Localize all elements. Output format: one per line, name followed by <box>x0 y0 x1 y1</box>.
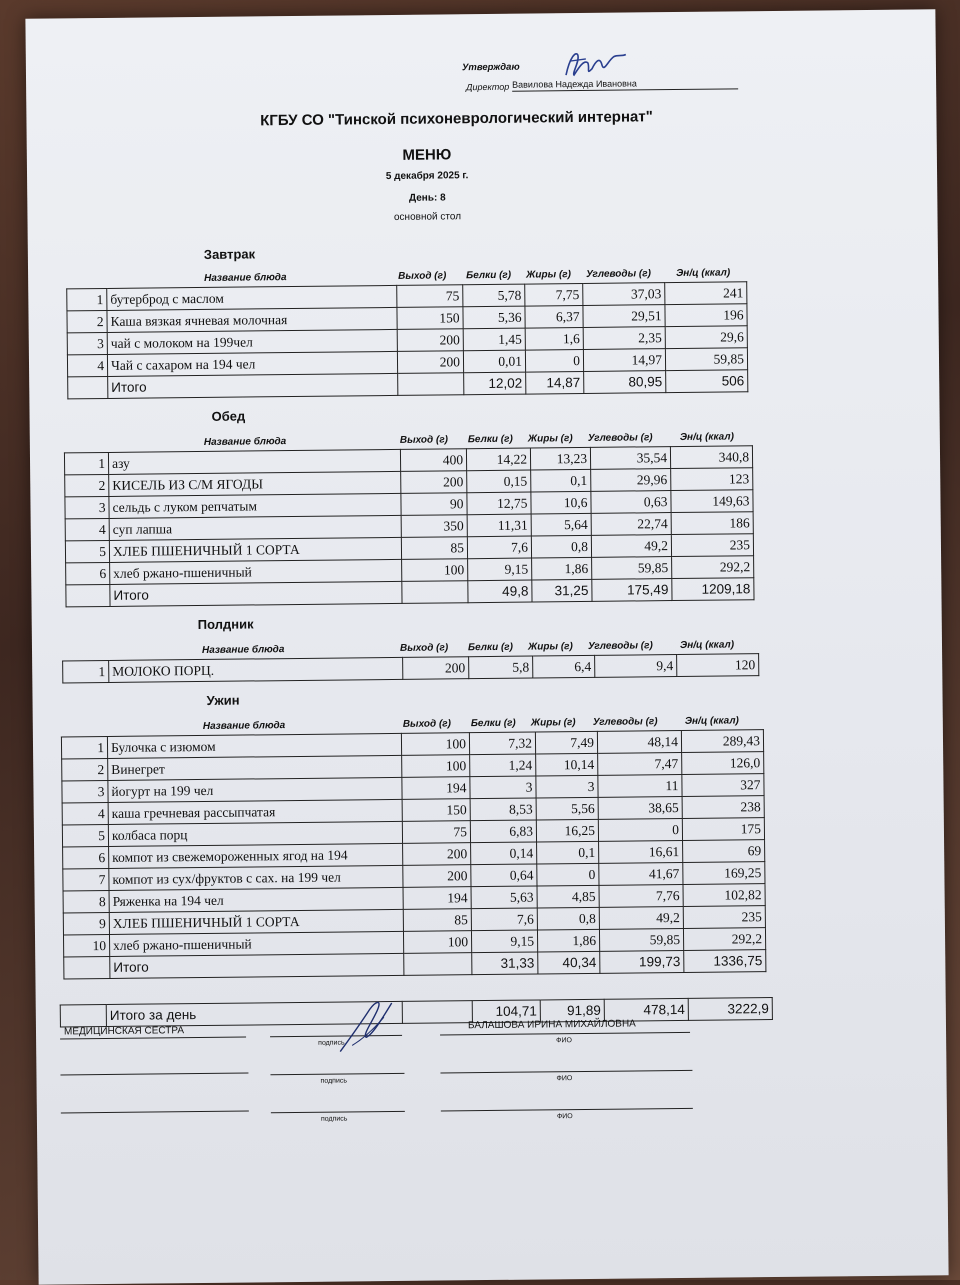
dish-proteins: 7,32 <box>469 732 535 755</box>
dish-energy: 196 <box>665 304 747 327</box>
dish-carbs: 7,76 <box>599 884 683 907</box>
dish-proteins: 0,01 <box>463 350 525 373</box>
row-number: 4 <box>67 354 107 376</box>
dish-fats: 0,8 <box>531 535 591 558</box>
dish-proteins: 5,78 <box>463 284 525 307</box>
total-proteins: 12,02 <box>464 372 526 395</box>
dish-energy: 340,8 <box>670 446 752 469</box>
col-header-name: Название блюда <box>204 272 287 284</box>
row-number: 8 <box>63 890 109 912</box>
dish-energy: 238 <box>682 796 764 819</box>
total-label: Итого <box>108 373 398 398</box>
total-fats: 40,34 <box>538 951 600 974</box>
dish-fats: 1,86 <box>532 557 592 580</box>
dish-energy: 292,2 <box>672 556 754 579</box>
dish-output: 400 <box>400 449 466 472</box>
dish-fats: 7,75 <box>525 283 583 306</box>
breakfast-title: Завтрак <box>203 246 256 262</box>
row-number: 1 <box>63 660 109 682</box>
dish-proteins: 1,45 <box>463 328 525 351</box>
dish-carbs: 49,2 <box>591 535 671 558</box>
approval-label: Утверждаю <box>461 61 520 74</box>
dish-fats: 0 <box>537 863 599 886</box>
dish-fats: 10,14 <box>536 753 598 776</box>
row-number: 7 <box>63 868 109 890</box>
dish-name: азу <box>108 449 400 474</box>
dish-name: КИСЕЛЬ ИЗ С/М ЯГОДЫ <box>109 471 401 496</box>
menu-document <box>25 9 948 1284</box>
dish-output: 85 <box>403 909 471 932</box>
dish-name: суп лапша <box>109 515 401 540</box>
dish-name: хлеб ржано-пшеничный <box>110 559 402 584</box>
breakfast-rows <box>67 282 748 399</box>
row-number: 4 <box>65 518 109 540</box>
dish-name: Винегрет <box>108 755 402 780</box>
col-header-output: Выход (г) <box>402 718 452 730</box>
dish-name: ХЛЕБ ПШЕНИЧНЫЙ 1 СОРТА <box>109 537 401 562</box>
table-type: основной стол <box>393 211 462 223</box>
day-total-row <box>60 998 772 1027</box>
dish-proteins: 12,75 <box>467 492 531 515</box>
dish-carbs: 7,47 <box>598 752 682 775</box>
dish-name: каша гречневая рассыпчатая <box>108 799 402 824</box>
row-number: 6 <box>66 562 110 584</box>
dish-fats: 5,64 <box>531 513 591 536</box>
dish-proteins: 1,24 <box>470 754 536 777</box>
dish-carbs: 29,51 <box>583 305 665 328</box>
dish-carbs: 22,74 <box>591 513 671 536</box>
day-total-blank <box>60 1005 106 1027</box>
nurse-signature-image <box>332 995 403 1060</box>
dish-carbs: 0,63 <box>591 491 671 514</box>
total-proteins: 31,33 <box>472 952 538 975</box>
dish-carbs: 59,85 <box>592 557 672 580</box>
dish-energy: 235 <box>683 906 765 929</box>
dish-output: 200 <box>403 843 471 866</box>
col-header-carbs: Углеводы (г) <box>587 432 653 444</box>
dish-name: МОЛОКО ПОРЦ. <box>109 657 403 682</box>
dish-output: 150 <box>402 799 470 822</box>
dish-output: 194 <box>403 887 471 910</box>
row-number: 4 <box>62 802 108 824</box>
row-number: 1 <box>61 736 107 758</box>
fio-caption-2: ФИО <box>556 1075 573 1083</box>
dish-fats: 7,49 <box>535 731 597 754</box>
dish-name: Ряженка на 194 чел <box>109 887 403 912</box>
dish-energy: 123 <box>671 468 753 491</box>
dish-fats: 6,4 <box>533 655 595 678</box>
dish-energy: 29,6 <box>665 326 747 349</box>
total-output <box>398 373 464 396</box>
dish-output: 75 <box>402 821 470 844</box>
dish-name: компот из свежемороженных ягод на 194 <box>109 843 403 868</box>
dish-carbs: 2,35 <box>583 327 665 350</box>
dish-name: Каша вязкая ячневая молочная <box>107 307 397 332</box>
lunch-rows <box>64 446 754 607</box>
fio-caption-1: ФИО <box>556 1037 572 1045</box>
dish-energy: 126,0 <box>682 752 764 775</box>
total-output <box>402 581 468 604</box>
menu-date: 5 декабря 2025 г. <box>385 170 469 183</box>
dish-fats: 4,85 <box>537 885 599 908</box>
breakfast-table <box>66 281 748 399</box>
dish-energy: 169,25 <box>683 862 765 885</box>
dish-carbs: 11 <box>598 774 682 797</box>
dish-energy: 292,2 <box>683 928 765 951</box>
col-header-proteins: Белки (г) <box>467 433 513 446</box>
dish-output: 100 <box>402 755 470 778</box>
dish-carbs: 35,54 <box>590 447 670 470</box>
dish-energy: 175 <box>682 818 764 841</box>
dish-name: Булочка с изюмом <box>107 733 401 758</box>
dish-carbs: 9,4 <box>595 655 677 678</box>
dish-output: 200 <box>403 865 471 888</box>
dish-fats: 1,86 <box>537 929 599 952</box>
lunch-table <box>64 445 755 607</box>
dish-fats: 13,23 <box>530 447 590 470</box>
col-header-output: Выход (г) <box>399 642 449 654</box>
total-energy: 1209,18 <box>672 578 754 601</box>
fio-caption-3: ФИО <box>556 1113 573 1121</box>
dish-name: ХЛЕБ ПШЕНИЧНЫЙ 1 СОРТА <box>109 909 403 934</box>
fio-line-2 <box>440 1070 692 1074</box>
dish-name: сельдь с луком репчатым <box>109 493 401 518</box>
fio-line-3 <box>441 1108 693 1112</box>
dish-output: 200 <box>401 471 467 494</box>
row-number: 3 <box>65 496 109 518</box>
row-number: 10 <box>63 934 109 956</box>
total-fats: 14,87 <box>526 371 584 394</box>
lunch-title: Обед <box>211 408 246 424</box>
snack-title: Полдник <box>197 616 254 633</box>
day-total-output <box>402 1001 472 1024</box>
dish-carbs: 41,67 <box>599 862 683 885</box>
dish-name: колбаса порц <box>108 821 402 846</box>
sign-caption-3: подпись <box>320 1115 348 1123</box>
dish-carbs: 38,65 <box>598 796 682 819</box>
dish-energy: 327 <box>682 774 764 797</box>
dish-proteins: 0,64 <box>471 864 537 887</box>
row-number: 6 <box>63 846 109 868</box>
day-total-energy: 3222,9 <box>688 998 772 1021</box>
dish-proteins: 9,15 <box>471 930 537 953</box>
dish-name: бутерброд с маслом <box>107 285 397 310</box>
dish-output: 90 <box>401 493 467 516</box>
dinner-table <box>61 729 767 979</box>
dish-output: 100 <box>401 733 469 756</box>
col-header-name: Название блюда <box>201 644 285 656</box>
dish-carbs: 0 <box>598 818 682 841</box>
col-header-proteins: Белки (г) <box>470 717 516 730</box>
day-total-table <box>60 997 773 1027</box>
dish-output: 75 <box>397 285 463 308</box>
col-header-energy: Эн/ц (ккал) <box>684 715 739 727</box>
col-header-energy: Эн/ц (ккал) <box>679 639 735 651</box>
dish-fats: 6,37 <box>525 305 583 328</box>
dish-output: 150 <box>397 307 463 330</box>
col-header-energy: Эн/ц (ккал) <box>676 267 731 279</box>
dish-proteins: 5,8 <box>469 656 533 679</box>
total-energy: 506 <box>666 370 748 393</box>
dish-fats: 10,6 <box>531 491 591 514</box>
total-carbs: 175,49 <box>592 579 672 602</box>
organization-title: КГБУ СО "Тинской психоневрологический интернат" <box>260 108 653 130</box>
dish-carbs: 37,03 <box>583 283 665 306</box>
total-energy: 1336,75 <box>684 950 766 973</box>
day-total-label: Итого за день <box>106 1001 402 1026</box>
total-output <box>404 953 472 976</box>
total-carbs: 80,95 <box>584 371 666 394</box>
menu-title: МЕНЮ <box>402 146 452 164</box>
dish-carbs: 14,97 <box>583 349 665 372</box>
dish-carbs: 48,14 <box>597 730 681 753</box>
dish-proteins: 0,15 <box>467 470 531 493</box>
sign-caption-2: подпись <box>320 1077 348 1085</box>
dish-fats: 3 <box>536 775 598 798</box>
row-number: 1 <box>67 288 107 310</box>
total-label: Итого <box>110 581 402 606</box>
total-proteins: 49,8 <box>468 580 532 603</box>
dish-output: 350 <box>401 515 467 538</box>
dish-carbs: 49,2 <box>599 906 683 929</box>
row-number: 3 <box>67 332 107 354</box>
dish-energy: 69 <box>683 840 765 863</box>
dish-fats: 16,25 <box>536 819 598 842</box>
total-carbs: 199,73 <box>600 950 684 973</box>
col-header-carbs: Углеводы (г) <box>587 640 653 652</box>
dish-fats: 0,8 <box>537 907 599 930</box>
dinner-rows <box>61 730 765 979</box>
row-number: 5 <box>65 540 109 562</box>
dish-proteins: 14,22 <box>466 448 530 471</box>
dish-name: чай с молоком на 199чел <box>107 329 397 354</box>
role-line-3 <box>61 1111 249 1114</box>
dish-carbs: 16,61 <box>599 840 683 863</box>
dish-proteins: 3 <box>470 776 536 799</box>
col-header-fats: Жиры (г) <box>527 641 573 653</box>
dish-proteins: 8,53 <box>470 798 536 821</box>
day-total-proteins: 104,71 <box>472 1000 540 1023</box>
dish-proteins: 7,6 <box>467 536 531 559</box>
fio-line-1 <box>440 1032 690 1036</box>
dish-proteins: 5,63 <box>471 886 537 909</box>
dish-name: Чай с сахаром на 194 чел <box>107 351 397 376</box>
director-name: Вавилова Надежда Ивановна <box>512 77 738 91</box>
dish-proteins: 6,83 <box>470 820 536 843</box>
dish-output: 200 <box>403 657 469 680</box>
row-number: 9 <box>63 912 109 934</box>
col-header-proteins: Белки (г) <box>467 641 513 654</box>
row-number: 5 <box>62 824 108 846</box>
col-header-name: Название блюда <box>202 720 286 732</box>
total-blank <box>68 376 108 398</box>
dish-output: 100 <box>402 559 468 582</box>
dish-energy: 289,43 <box>681 730 763 753</box>
col-header-fats: Жиры (г) <box>527 433 573 445</box>
col-header-fats: Жиры (г) <box>526 269 571 281</box>
dinner-title: Ужин <box>206 692 240 708</box>
dish-carbs: 59,85 <box>599 928 683 951</box>
dish-fats: 0,1 <box>531 469 591 492</box>
col-header-proteins: Белки (г) <box>466 269 512 282</box>
col-header-fats: Жиры (г) <box>530 717 576 729</box>
dish-energy: 186 <box>671 512 753 535</box>
signature-name: БАЛАШОВА ИРИНА МИХАЙЛОВНА <box>467 1018 636 1032</box>
dish-name: компот из сух/фруктов с сах. на 199 чел <box>109 865 403 890</box>
day-total-carbs: 478,14 <box>604 998 688 1021</box>
dish-energy: 120 <box>677 654 759 677</box>
col-header-name: Название блюда <box>203 436 287 448</box>
dish-proteins: 11,31 <box>467 514 531 537</box>
col-header-carbs: Углеводы (г) <box>586 268 651 280</box>
sign-caption-1: подпись <box>318 1039 345 1047</box>
dish-carbs: 29,96 <box>591 469 671 492</box>
total-fats: 31,25 <box>532 579 592 602</box>
total-blank <box>66 584 110 606</box>
dish-proteins: 9,15 <box>468 558 532 581</box>
dish-name: хлеб ржано-пшеничный <box>109 931 403 956</box>
dish-output: 100 <box>403 931 471 954</box>
day-total-fats: 91,89 <box>540 999 604 1022</box>
dish-energy: 235 <box>671 534 753 557</box>
total-label: Итого <box>110 953 404 978</box>
dish-fats: 0,1 <box>537 841 599 864</box>
dish-output: 85 <box>401 537 467 560</box>
dish-fats: 5,56 <box>536 797 598 820</box>
dish-fats: 1,6 <box>525 327 583 350</box>
dish-energy: 102,82 <box>683 884 765 907</box>
dish-proteins: 7,6 <box>471 908 537 931</box>
dish-name: йогурт на 199 чел <box>108 777 402 802</box>
row-number: 1 <box>64 452 108 474</box>
row-number: 3 <box>62 780 108 802</box>
total-blank <box>64 956 110 978</box>
dish-proteins: 5,36 <box>463 306 525 329</box>
col-header-energy: Эн/ц (ккал) <box>679 431 734 443</box>
col-header-carbs: Углеводы (г) <box>592 716 658 728</box>
row-number: 2 <box>67 310 107 332</box>
dish-output: 200 <box>397 351 463 374</box>
dish-proteins: 0,14 <box>471 842 537 865</box>
col-header-output: Выход (г) <box>399 434 449 446</box>
signature-line-2 <box>270 1073 404 1075</box>
signature-role: МЕДИЦИНСКАЯ СЕСТРА <box>63 1025 185 1038</box>
role-line-2 <box>60 1073 248 1076</box>
row-number: 2 <box>65 474 109 496</box>
dish-energy: 241 <box>665 282 747 305</box>
dish-output: 194 <box>402 777 470 800</box>
dish-output: 200 <box>397 329 463 352</box>
row-number: 2 <box>62 758 108 780</box>
signature-line-3 <box>271 1111 405 1113</box>
dish-fats: 0 <box>525 349 583 372</box>
col-header-output: Выход (г) <box>398 270 447 282</box>
dish-energy: 59,85 <box>665 348 747 371</box>
dish-energy: 149,63 <box>671 490 753 513</box>
director-label: Директор <box>466 81 510 93</box>
menu-day: День: 8 <box>408 192 446 204</box>
